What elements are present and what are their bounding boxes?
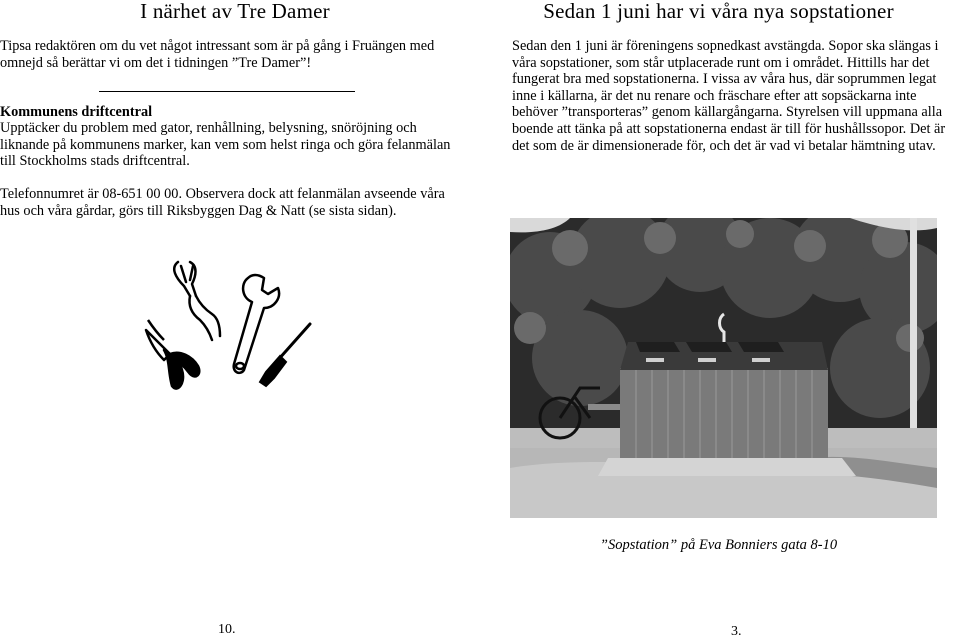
left-page-title: I närhet av Tre Damer bbox=[140, 0, 330, 23]
left-page bbox=[0, 0, 470, 638]
page-number: 10. bbox=[218, 622, 236, 637]
section-heading: Kommunens driftcentral bbox=[0, 104, 153, 120]
right-page-title: Sedan 1 juni har vi våra nya sopstationer bbox=[543, 0, 894, 23]
photo-caption: ”Sopstation” på Eva Bonniers gata 8-10 bbox=[599, 537, 838, 553]
intro-paragraph: Tipsa redaktören om du vet något intressant som är på gång i Fruängen med omnejd så berättar vi om det i tidningen ”Tre Damer”! bbox=[0, 38, 435, 71]
section-body-paragraph: Upptäcker du problem med gator, renhållning, belysning, snöröjning och liknande på kommunens marker, kan vem som helst ringa och göra felanmälan till Stockholms stads driftcentral. bbox=[0, 120, 451, 170]
page-number: 3. bbox=[731, 624, 742, 639]
tools-clipart-icon bbox=[140, 256, 320, 396]
right-page bbox=[478, 0, 959, 638]
article-body: Sedan den 1 juni är föreningens sopnedkast avstängda. Sopor ska slängas i våra sopstationer, som står utplacerade runt om i området. Hittills har det fungerat bra med sopstationerna. I vissa av våra hus, där soprummen legat inne i källarna, är det nu renare och fräschare efter att sopsäckarna inte behöver ”transporteras” genom källargångarna. Styrelsen vill uppmana alla boende att tänka på att sopstationerna endast är till för hushållssopor. Det är det som de är dimensionerade för, och det är vad vi betalar hämtning utav. bbox=[512, 38, 946, 154]
phone-paragraph: Telefonnumret är 08-651 00 00. Observera dock att felanmälan avseende våra hus och våra gårdar, görs till Riksbyggen Dag & Natt (se sista sidan). bbox=[0, 186, 445, 219]
divider-line bbox=[99, 91, 355, 92]
waste-station-photo bbox=[510, 218, 937, 518]
